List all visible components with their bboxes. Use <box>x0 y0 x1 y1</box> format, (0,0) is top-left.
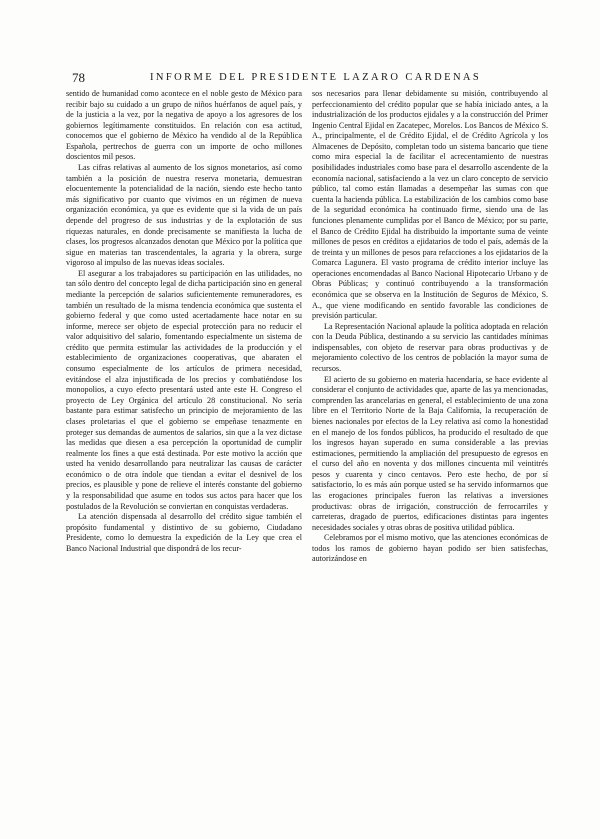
left-column <box>66 89 302 829</box>
paragraph: La Representación Nacional aplaude la política adoptada en relación con la Deuda Pública, destinando a su servicio las cantidades mínimas indispensables, con objeto de reservar para obras productivas y de mejoramiento colectivo de los centros de población la mayor suma de recursos. <box>312 321 548 374</box>
page-header <box>72 70 542 86</box>
right-column <box>312 89 548 829</box>
paragraph: sentido de humanidad como acontece en el noble gesto de México para recibir bajo su cuidado a un grupo de niños huérfanos de aquel país, y de la justicia a la vez, por la negativa de apoyo a los agresores de los gobiernos legítimamente constituidos. En relación con esa actitud, conocemos que el gobierno de México ha vendido al de la República Española, pertrechos de guerra con un importe de ocho millones doscientos mil pesos. <box>66 89 302 162</box>
paragraph: El asegurar a los trabajadores su participación en las utilidades, no tan sólo dentro del concepto legal de dicha participación sino en general mediante la percepción de salarios suficientemente remuneradores, es también un resultado de la misma tendencia económica que sustenta el gobierno federal y que como usted acertadamente hace notar en su informe, merece ser objeto de especial protección para no reducir el valor adquisitivo del salario, fomentando especialmente un sistema de crédito que permita estimular las actividades de la producción y el establecimiento de organizaciones cooperativas, que abaraten el consumo especialmente de los artículos de primera necesidad, evitándose el alza injustificada de los precios y combatiéndose los monopolios, a cuyo efecto presentará usted ante este H. Congreso el proyecto de Ley Orgánica del artículo 28 constitucional. No sería bastante para estimar satisfecho un principio de mejoramiento de las clases proletarias el que el gobierno se empeñase tenazmente en proteger sus demandas de aumentos de salarios, sin que a la vez dictase las medidas que diesen a esa percepción la oportunidad de cumplir realmente los fines a que está destinada. Por este motivo la acción que usted ha venido desarrollando para neutralizar las causas de carácter económico o de otra índole que tiendan a evitar el desnivel de los precios, es plausible y pone de relieve el interés constante del gobierno y la responsabilidad que asume en todos sus actos para hacer que los postulados de la Revolución se conviertan en conquistas verdaderas. <box>66 268 302 511</box>
paragraph: sos necesarios para llenar debidamente su misión, contribuyendo al perfeccionamiento del crédito popular que se había iniciado antes, a la industrialización de los productos ejidales y a la construcción del Primer Ingenio Central Ejidal en Zacatepec, Morelos. Los Bancos de México S. A., principalmente, el de Crédito Ejidal, el de Crédito Agrícola y los Almacenes de Depósito, completan todo un sistema bancario que tiene como mira especial la de facilitar el acrecentamiento de nuestras posibilidades industriales como base para el desarrollo ascendente de la economía nacional, satisfaciendo a la vez un claro concepto de servicio público, tal como están llamadas a desempeñar las sumas con que cuenta la hacienda pública. La estabilización de los cambios como base de la seguridad económica ha continuado firme, siendo una de las funciones plenamente cumplidas por el Banco de México; por su parte, el Banco de Crédito Ejidal ha distribuido la importante suma de veinte millones de pesos en créditos a ejidatarios de todo el país, además de la de treinta y un millones de pesos para refacciones a los ejidatarios de la Comarca Lagunera. El vasto programa de crédito interior incluye las operaciones encomendadas al Banco Nacional Hipotecario Urbano y de Obras Públicas; y continuó contribuyendo a la transformación económica que se observa en la Institución de Seguros de México, S. A., que viene modificando en sentido favorable las condiciones de previsión particular. <box>312 89 548 321</box>
running-head: INFORME DEL PRESIDENTE LAZARO CARDENAS <box>150 72 482 83</box>
paragraph: Las cifras relativas al aumento de los signos monetarios, así como también a la posición de nuestra reserva monetaria, demuestran elocuentemente la potencialidad de la nación, siendo este hecho tanto más significativo por cuanto que vivimos en un régimen de nueva organización económica, ya que es evidente que si la vida de un país depende del progreso de sus industrias y de la explotación de sus riquezas naturales, en donde precisamente se manifiesta la lucha de clases, los progresos alcanzados denotan que México por la política que sigue en materias tan trascendentales, la agraria y la obrera, surge vigoroso al impulso de las nuevas ideas sociales. <box>66 163 302 268</box>
paragraph: El acierto de su gobierno en materia hacendaria, se hace evidente al considerar el conjunto de actividades que, aparte de las ya mencionadas, comprenden las arancelarias en general, el establecimiento de una zona libre en el Territorio Norte de la Baja California, la recuperación de bienes nacionales por efectos de la Ley relativa así como la honestidad en el manejo de los fondos públicos, ha producido el resultado de que los ingresos hayan superado en suma considerable a las previas estimaciones, permitiendo la ampliación del presupuesto de egresos en el curso del año en noventa y dos millones cincuenta mil veintitrés pesos y cuarenta y cinco centavos. Pero este hecho, de por sí satisfactorio, lo es más aún porque usted se ha servido informarnos que las erogaciones principales fueron las relativas a inversiones productivas: obras de irrigación, construcción de ferrocarriles y carreteras, dragado de puertos, edificaciones distintas para ingentes necesidades sociales y otras obras de positiva utilidad pública. <box>312 374 548 532</box>
paragraph: Celebramos por el mismo motivo, que las atenciones económicas de todos los ramos de gobierno hayan podido ser bien satisfechas, autorizándose en <box>312 533 548 564</box>
paragraph: La atención dispensada al desarrollo del crédito sigue también el propósito fundamental y distintivo de su gobierno, Ciudadano Presidente, como lo demuestra la expedición de la Ley que crea el Banco Nacional Industrial que dispondrá de los recur- <box>66 512 302 553</box>
page-number: 78 <box>72 70 85 85</box>
